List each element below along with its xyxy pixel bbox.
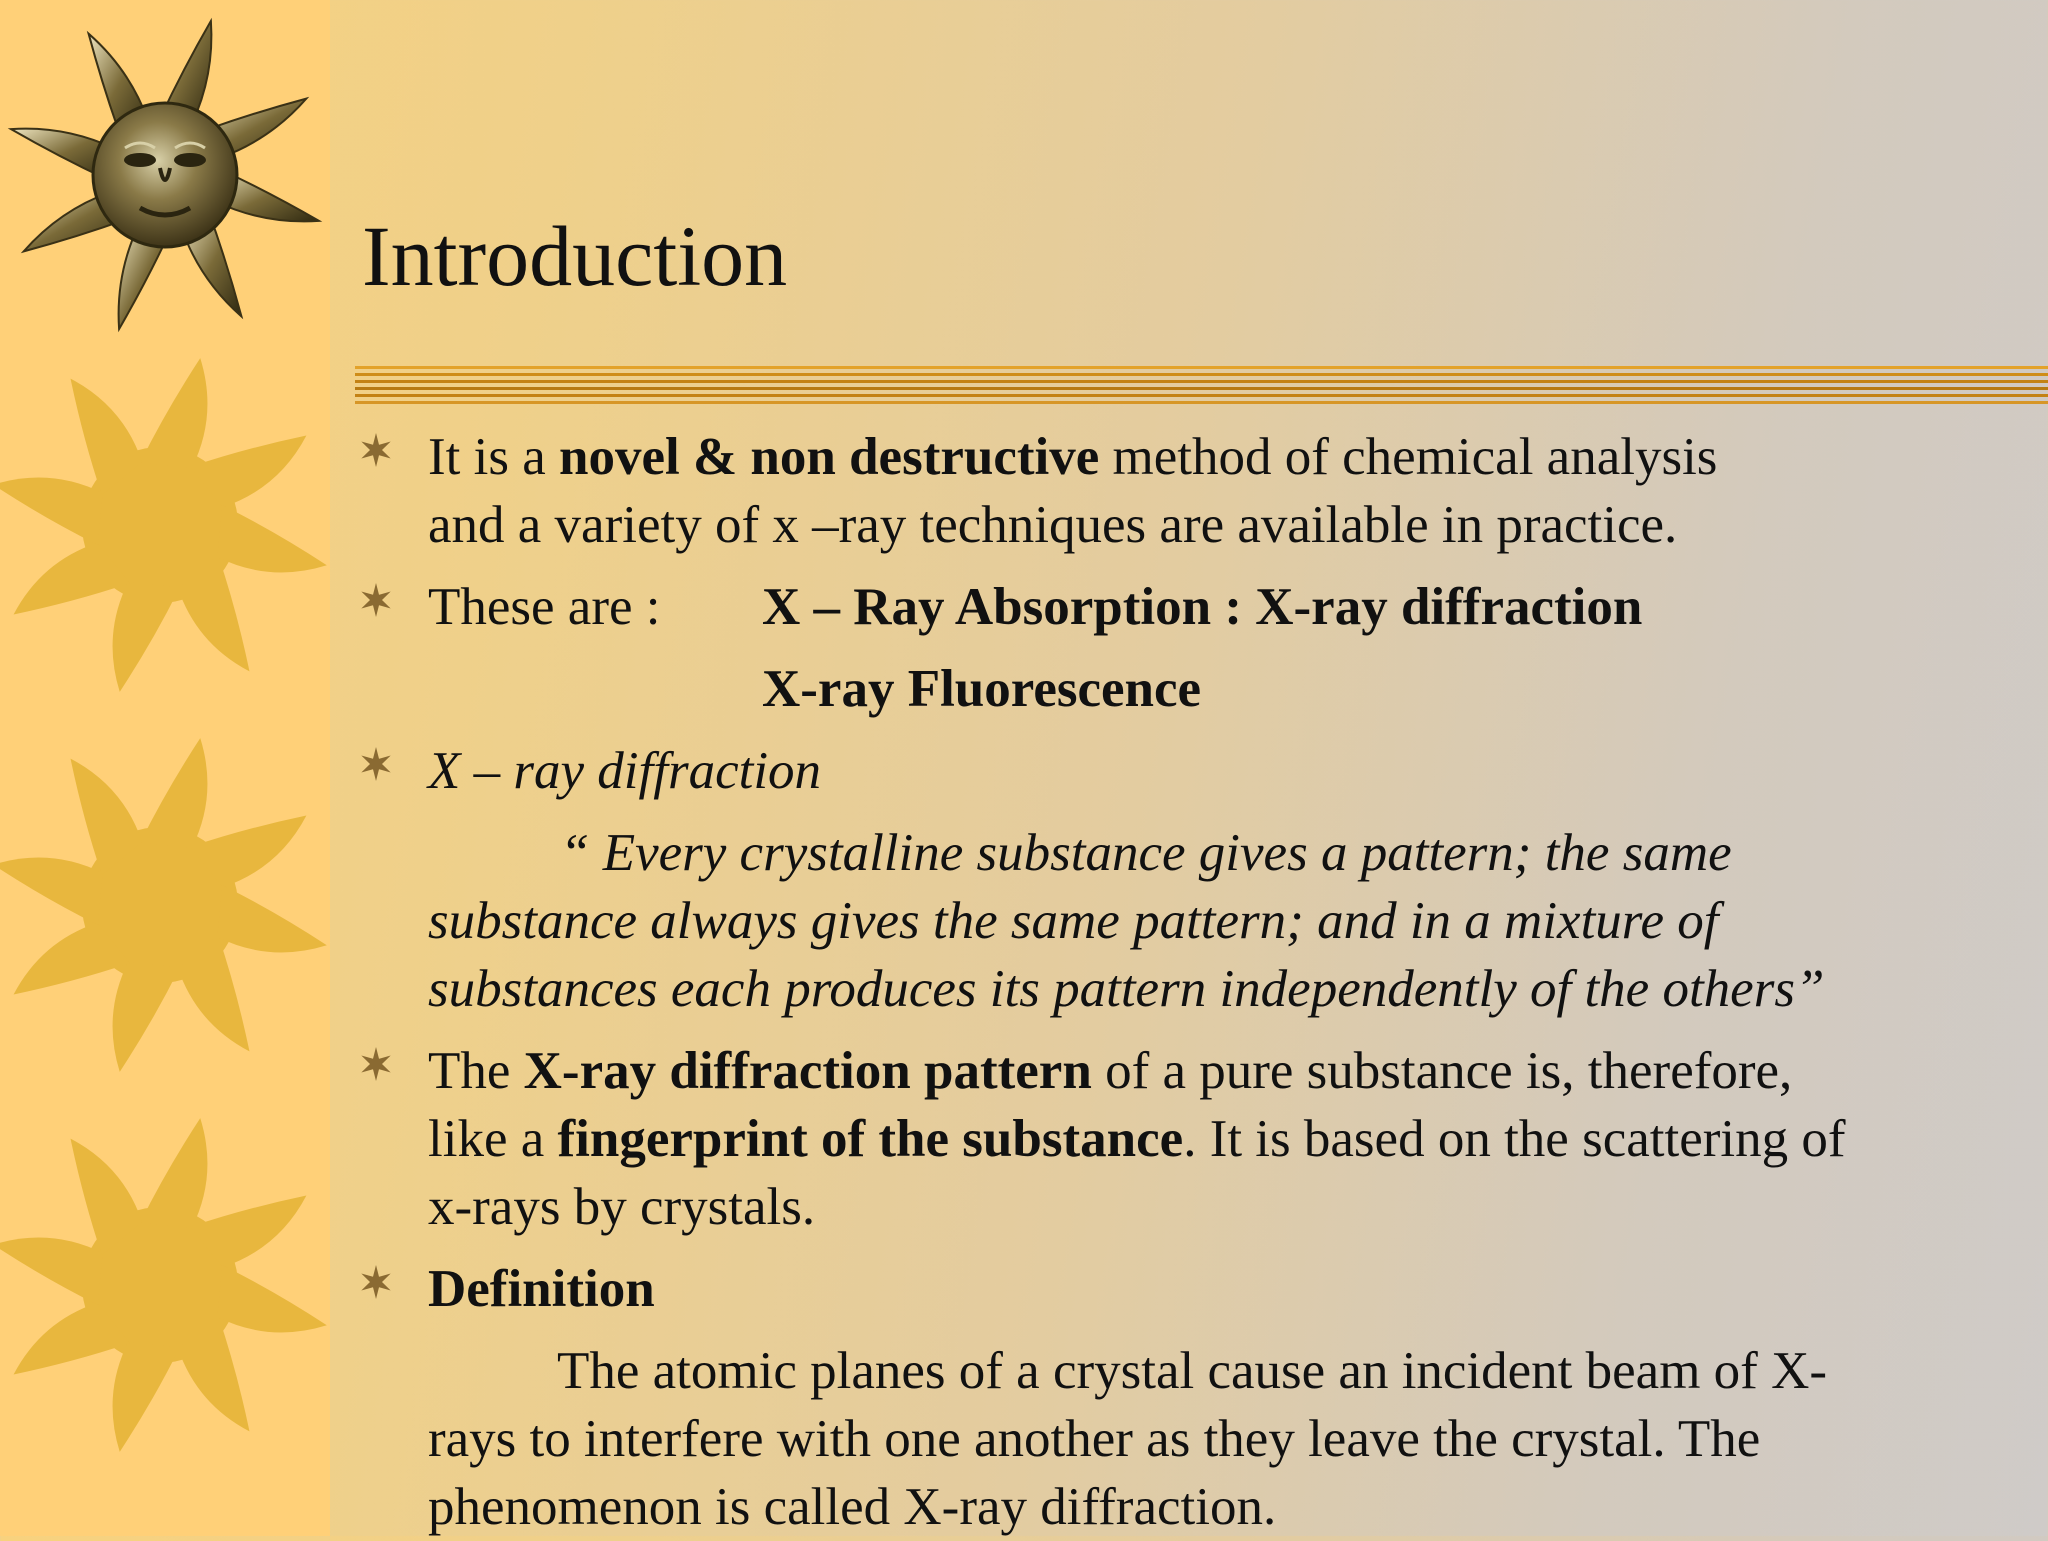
technique-item: X-ray Fluorescence <box>762 660 1202 718</box>
quote-line: substance always gives the same pattern; and in a mixture of <box>428 892 1719 950</box>
technique-item: X – Ray Absorption : X-ray diffraction <box>762 578 1643 636</box>
slide-title: Introduction <box>362 208 788 304</box>
definition-line: rays to interfere with one another as they leave the crystal. The <box>428 1410 1761 1468</box>
xrd-heading: X – ray diffraction <box>428 742 822 800</box>
star-bullet-icon <box>358 1046 394 1082</box>
definition-line: phenomenon is called X-ray diffraction. <box>428 1478 1277 1536</box>
quote-line: “ Every crystalline substance gives a pattern; the same <box>560 824 1732 882</box>
star-bullet-icon <box>358 582 394 618</box>
definition-heading: Definition <box>428 1260 655 1318</box>
star-bullet-icon <box>358 746 394 782</box>
bullet-4-line-1: The X-ray diffraction pattern of a pure substance is, therefore, <box>428 1042 1793 1100</box>
bullet-4-line-2: like a fingerprint of the substance. It is based on the scattering of <box>428 1110 1846 1168</box>
quote-line: substances each produces its pattern independently of the others” <box>428 960 1825 1018</box>
definition-line: The atomic planes of a crystal cause an incident beam of X- <box>557 1342 1828 1400</box>
star-bullet-icon <box>358 1264 394 1300</box>
bullet-4-line-3: x-rays by crystals. <box>428 1178 816 1236</box>
bullet-1-line-2: and a variety of x –ray techniques are available in practice. <box>428 496 1678 554</box>
bullet-2-label: These are : <box>428 578 661 636</box>
star-bullet-icon <box>358 432 394 468</box>
bullet-1-line-1: It is a novel & non destructive method of chemical analysis <box>428 428 1718 486</box>
